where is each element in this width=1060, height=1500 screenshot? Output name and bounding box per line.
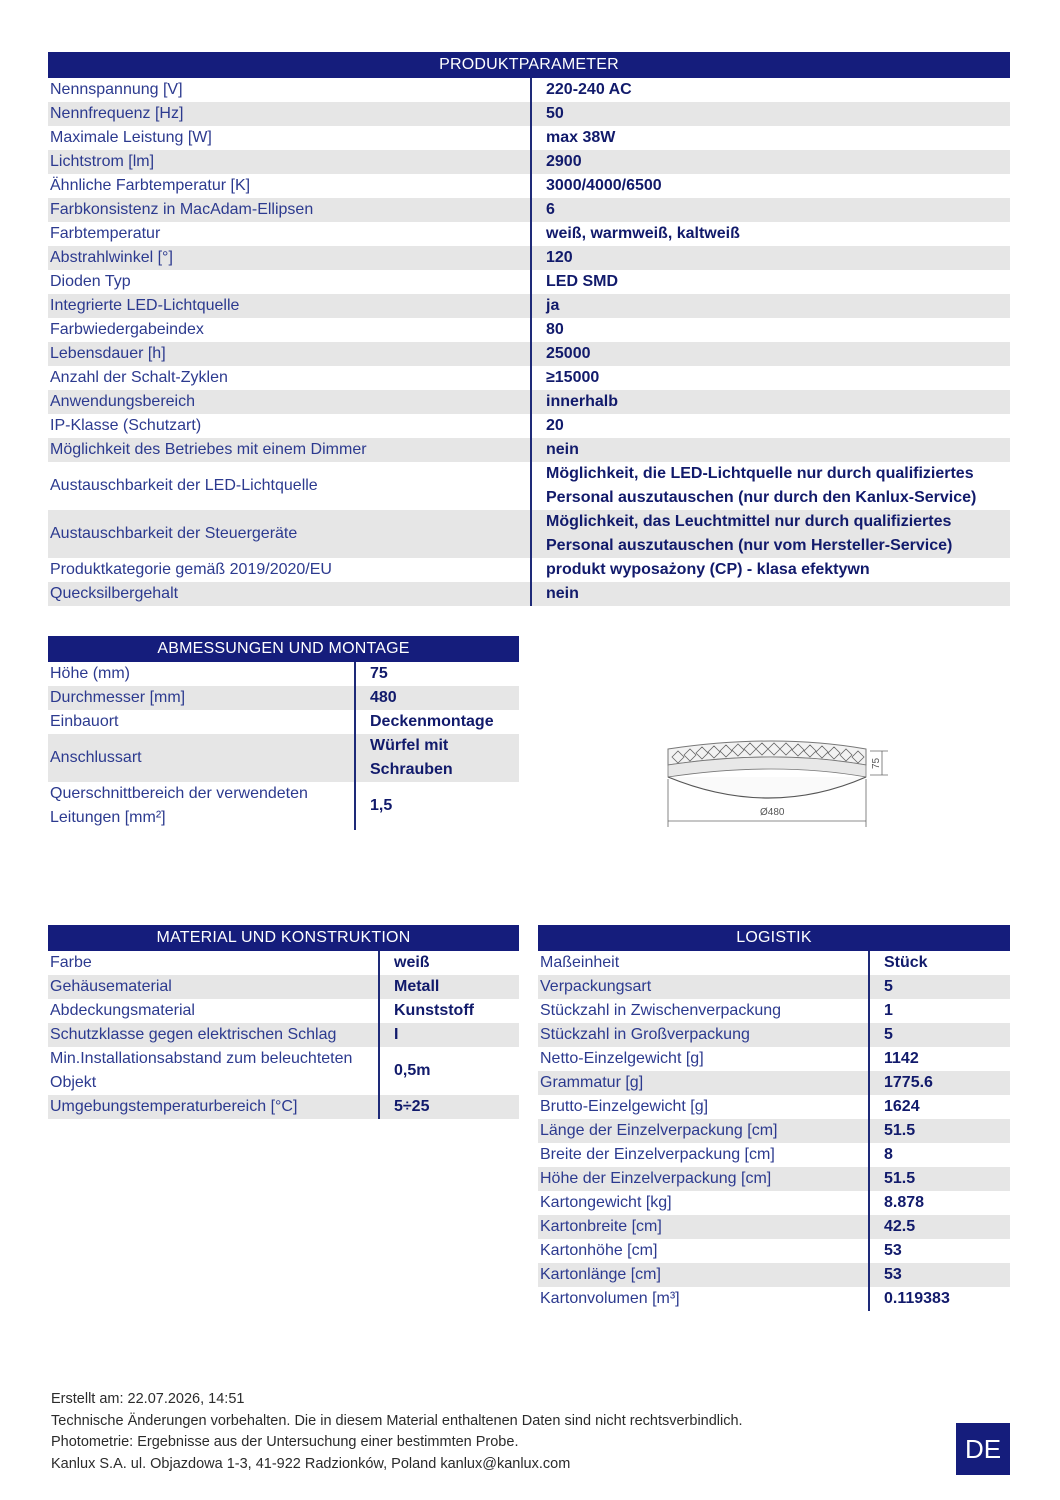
row-value: max 38W bbox=[530, 126, 1010, 150]
product-dimension-drawing bbox=[660, 735, 890, 835]
row-label: Farbkonsistenz in MacAdam-Ellipsen bbox=[50, 201, 314, 218]
table-row bbox=[48, 662, 519, 686]
table-body bbox=[48, 662, 519, 830]
row-label: Grammatur [g] bbox=[540, 1074, 644, 1091]
row-label: Anwendungsbereich bbox=[50, 393, 195, 410]
row-value: weiß bbox=[378, 951, 519, 975]
material-table bbox=[48, 925, 519, 1119]
table-row bbox=[48, 198, 1010, 222]
table-row bbox=[538, 1047, 1010, 1071]
row-label: Kartonvolumen [m³] bbox=[540, 1290, 680, 1307]
table-row bbox=[48, 318, 1010, 342]
row-label: Ähnliche Farbtemperatur [K] bbox=[50, 177, 251, 194]
row-value: 480 bbox=[354, 686, 519, 710]
row-label: Kartonhöhe [cm] bbox=[540, 1242, 658, 1259]
row-value: Deckenmontage bbox=[354, 710, 519, 734]
row-value: nein bbox=[530, 582, 1010, 606]
table-body bbox=[48, 78, 1010, 606]
row-value: 53 bbox=[868, 1239, 1010, 1263]
row-label: Durchmesser [mm] bbox=[50, 689, 186, 706]
table-row bbox=[538, 951, 1010, 975]
table-row bbox=[48, 294, 1010, 318]
table-row bbox=[538, 1191, 1010, 1215]
table-row bbox=[538, 1143, 1010, 1167]
table-row bbox=[48, 126, 1010, 150]
company-address: Kanlux S.A. ul. Objazdowa 1-3, 41-922 Radzionków, Poland kanlux@kanlux.com bbox=[51, 1456, 571, 1473]
row-value: produkt wyposażony (CP) - klasa efektywn bbox=[530, 558, 1010, 582]
table-row bbox=[48, 222, 1010, 246]
row-value: I bbox=[378, 1023, 519, 1047]
row-label: IP-Klasse (Schutzart) bbox=[50, 417, 202, 434]
table-row bbox=[48, 582, 1010, 606]
row-label: Integrierte LED-Lichtquelle bbox=[50, 297, 240, 314]
row-label: Kartongewicht [kg] bbox=[540, 1194, 672, 1211]
created-date: Erstellt am: 22.07.2026, 14:51 bbox=[51, 1391, 245, 1407]
table-row bbox=[48, 390, 1010, 414]
row-value: 50 bbox=[530, 102, 1010, 126]
row-label: Gehäusematerial bbox=[50, 978, 172, 995]
row-value: Würfel mit Schrauben bbox=[354, 734, 519, 782]
row-value: 53 bbox=[868, 1263, 1010, 1287]
row-value: 2900 bbox=[530, 150, 1010, 174]
table-row bbox=[48, 710, 519, 734]
table-title: PRODUKTPARAMETER bbox=[48, 52, 1010, 78]
table-row bbox=[538, 1239, 1010, 1263]
row-label: Min.Installationsabstand zum beleuchteten Objekt bbox=[50, 1050, 353, 1091]
photometry-note: Photometrie: Ergebnisse aus der Untersuchung einer bestimmten Probe. bbox=[51, 1434, 519, 1451]
row-label: Abstrahlwinkel [°] bbox=[50, 249, 173, 266]
row-label: Breite der Einzelverpackung [cm] bbox=[540, 1146, 775, 1163]
row-value: 75 bbox=[354, 662, 519, 686]
row-value: 5 bbox=[868, 1023, 1010, 1047]
row-value: 5 bbox=[868, 975, 1010, 999]
table-row bbox=[538, 1095, 1010, 1119]
row-value: nein bbox=[530, 438, 1010, 462]
row-label: Maßeinheit bbox=[540, 954, 620, 971]
table-row bbox=[48, 150, 1010, 174]
row-value: 20 bbox=[530, 414, 1010, 438]
row-value: innerhalb bbox=[530, 390, 1010, 414]
row-label: Querschnittbereich der verwendeten Leitungen [mm²] bbox=[50, 785, 308, 826]
row-label: Farbtemperatur bbox=[50, 225, 161, 242]
table-row bbox=[538, 1023, 1010, 1047]
table-row bbox=[48, 342, 1010, 366]
row-label: Stückzahl in Großverpackung bbox=[540, 1026, 750, 1043]
table-row bbox=[48, 510, 1010, 558]
row-label: Farbe bbox=[50, 954, 92, 971]
table-row bbox=[48, 270, 1010, 294]
row-value: 1,5 bbox=[354, 782, 519, 830]
row-label: Brutto-Einzelgewicht [g] bbox=[540, 1098, 709, 1115]
row-label: Quecksilbergehalt bbox=[50, 585, 179, 602]
table-title: MATERIAL UND KONSTRUKTION bbox=[48, 925, 519, 951]
table-title: LOGISTIK bbox=[538, 925, 1010, 951]
row-value: 8.878 bbox=[868, 1191, 1010, 1215]
row-value: Kunststoff bbox=[378, 999, 519, 1023]
table-row bbox=[48, 78, 1010, 102]
row-value: Metall bbox=[378, 975, 519, 999]
table-row bbox=[538, 1167, 1010, 1191]
row-label: Länge der Einzelverpackung [cm] bbox=[540, 1122, 778, 1139]
row-value: 25000 bbox=[530, 342, 1010, 366]
table-row bbox=[48, 558, 1010, 582]
row-value: 3000/4000/6500 bbox=[530, 174, 1010, 198]
table-row bbox=[48, 1095, 519, 1119]
row-label: Farbwiedergabeindex bbox=[50, 321, 204, 338]
table-title: ABMESSUNGEN UND MONTAGE bbox=[48, 636, 519, 662]
row-label: Möglichkeit des Betriebes mit einem Dimmer bbox=[50, 441, 367, 458]
table-body bbox=[48, 951, 519, 1119]
product-parameters-table bbox=[48, 52, 1010, 606]
row-label: Netto-Einzelgewicht [g] bbox=[540, 1050, 704, 1067]
diameter-dimension-label: Ø480 bbox=[760, 807, 785, 818]
row-label: Verpackungsart bbox=[540, 978, 652, 995]
row-value: ≥15000 bbox=[530, 366, 1010, 390]
table-row bbox=[48, 999, 519, 1023]
row-label: Kartonlänge [cm] bbox=[540, 1266, 661, 1283]
row-value: ja bbox=[530, 294, 1010, 318]
row-value: 220-240 AC bbox=[530, 78, 1010, 102]
table-row bbox=[48, 782, 519, 830]
row-label: Produktkategorie gemäß 2019/2020/EU bbox=[50, 561, 332, 578]
row-label: Umgebungstemperaturbereich [°C] bbox=[50, 1098, 298, 1115]
table-row bbox=[538, 1071, 1010, 1095]
table-row bbox=[538, 1287, 1010, 1311]
row-label: Kartonbreite [cm] bbox=[540, 1218, 662, 1235]
table-row bbox=[48, 975, 519, 999]
footer bbox=[51, 1389, 743, 1476]
table-row bbox=[48, 1023, 519, 1047]
row-value: 0,5m bbox=[378, 1047, 519, 1095]
row-label: Nennfrequenz [Hz] bbox=[50, 105, 184, 122]
dimensions-table bbox=[48, 636, 519, 830]
table-row bbox=[538, 1215, 1010, 1239]
table-row bbox=[48, 174, 1010, 198]
row-value: 80 bbox=[530, 318, 1010, 342]
row-value: Stück bbox=[868, 951, 1010, 975]
row-value: 120 bbox=[530, 246, 1010, 270]
table-row bbox=[538, 1119, 1010, 1143]
row-value: 5÷25 bbox=[378, 1095, 519, 1119]
table-row bbox=[48, 462, 1010, 510]
row-label: Schutzklasse gegen elektrischen Schlag bbox=[50, 1026, 337, 1043]
row-label: Nennspannung [V] bbox=[50, 81, 183, 98]
row-value: 1142 bbox=[868, 1047, 1010, 1071]
table-row bbox=[48, 1047, 519, 1095]
table-row bbox=[538, 999, 1010, 1023]
table-row bbox=[48, 414, 1010, 438]
table-row bbox=[48, 734, 519, 782]
height-dimension-label: 75 bbox=[871, 757, 882, 769]
row-label: Austauschbarkeit der Steuergeräte bbox=[50, 525, 298, 542]
row-label: Einbauort bbox=[50, 713, 119, 730]
row-label: Maximale Leistung [W] bbox=[50, 129, 212, 146]
row-label: Lichtstrom [lm] bbox=[50, 153, 155, 170]
row-label: Anzahl der Schalt-Zyklen bbox=[50, 369, 228, 386]
row-label: Anschlussart bbox=[50, 749, 142, 766]
row-value: 1775.6 bbox=[868, 1071, 1010, 1095]
row-label: Stückzahl in Zwischenverpackung bbox=[540, 1002, 782, 1019]
table-row bbox=[48, 246, 1010, 270]
logistics-table bbox=[538, 925, 1010, 1311]
table-row bbox=[538, 975, 1010, 999]
row-value: Möglichkeit, das Leuchtmittel nur durch qualifiziertes Personal auszutauschen (nur vom Hersteller-Service) bbox=[530, 510, 1010, 558]
row-label: Höhe der Einzelverpackung [cm] bbox=[540, 1170, 772, 1187]
table-row bbox=[48, 951, 519, 975]
table-row bbox=[48, 366, 1010, 390]
row-value: 42.5 bbox=[868, 1215, 1010, 1239]
row-label: Abdeckungsmaterial bbox=[50, 1002, 195, 1019]
row-value: 51.5 bbox=[868, 1119, 1010, 1143]
row-value: weiß, warmweiß, kaltweiß bbox=[530, 222, 1010, 246]
row-value: 1 bbox=[868, 999, 1010, 1023]
disclaimer-text: Technische Änderungen vorbehalten. Die in diesem Material enthaltenen Daten sind nicht rechtsverbindlich. bbox=[51, 1412, 743, 1429]
row-label: Austauschbarkeit der LED-Lichtquelle bbox=[50, 477, 318, 494]
table-row bbox=[48, 102, 1010, 126]
table-row bbox=[48, 438, 1010, 462]
row-value: 0.119383 bbox=[868, 1287, 1010, 1311]
row-value: 8 bbox=[868, 1143, 1010, 1167]
language-badge: DE bbox=[956, 1423, 1010, 1475]
row-value: 1624 bbox=[868, 1095, 1010, 1119]
row-value: 51.5 bbox=[868, 1167, 1010, 1191]
table-row bbox=[538, 1263, 1010, 1287]
row-value: LED SMD bbox=[530, 270, 1010, 294]
table-body bbox=[538, 951, 1010, 1311]
row-label: Höhe (mm) bbox=[50, 665, 131, 682]
row-value: 6 bbox=[530, 198, 1010, 222]
table-row bbox=[48, 686, 519, 710]
row-label: Dioden Typ bbox=[50, 273, 131, 290]
row-value: Möglichkeit, die LED-Lichtquelle nur durch qualifiziertes Personal auszutauschen (nur durch den Kanlux-Service) bbox=[530, 462, 1010, 510]
row-label: Lebensdauer [h] bbox=[50, 345, 166, 362]
